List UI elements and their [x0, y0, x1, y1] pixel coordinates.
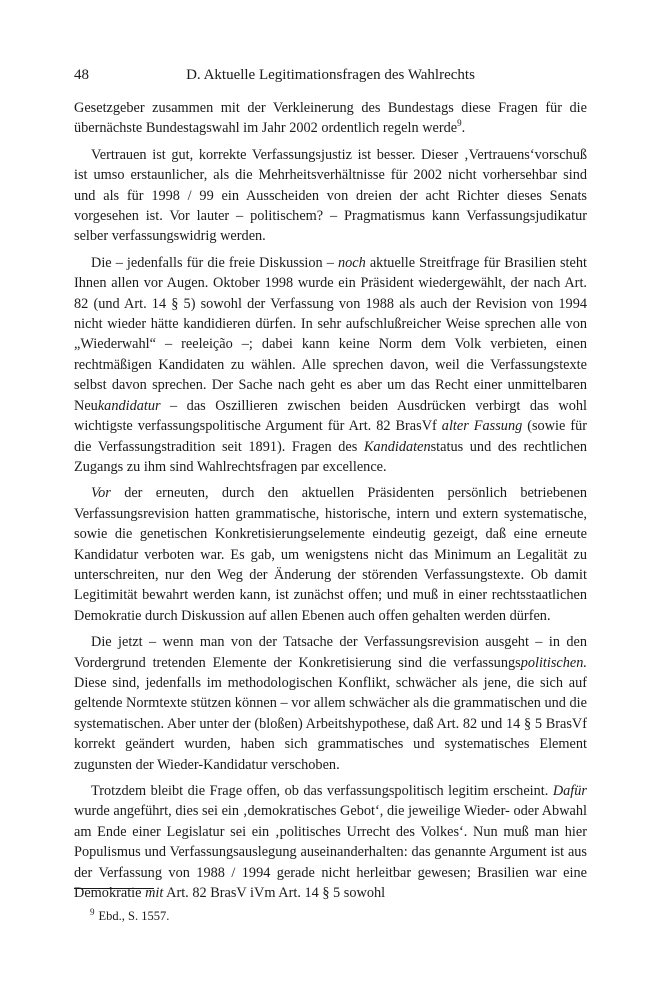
- text-run: Die jetzt – wenn man von der Tatsache der Verfassungsrevision ausgeht – in den Vordergrund tretenden Elemente der Konkretisierung sind die verfassungs: [74, 634, 587, 671]
- text-run: Trotzdem bleibt die Frage offen, ob das verfassungspolitisch legitim erscheint.: [91, 783, 553, 799]
- paragraph: [74, 781, 587, 903]
- footnote-number: 9: [90, 907, 95, 917]
- paragraph: [74, 253, 587, 477]
- italic-text: mit: [145, 885, 164, 902]
- text-run: Die – jedenfalls für die freie Diskussion –: [91, 254, 338, 271]
- paragraph: [74, 632, 587, 775]
- text-run: status und des rechtlichen Zugangs zu ihm sind Wahlrechtsfragen par excellence.: [74, 438, 587, 475]
- footnote-reference: 9: [457, 118, 462, 129]
- italic-text: kandidatur: [97, 397, 161, 414]
- italic-text: politischen.: [520, 654, 587, 671]
- footnote: [90, 903, 169, 925]
- italic-text: noch: [337, 254, 366, 271]
- italic-text: Dafür: [552, 783, 587, 799]
- italic-text: Vor: [91, 485, 111, 502]
- text-run: Art. 82 BrasV iVm Art. 14 § 5 sowohl: [163, 885, 386, 902]
- text-run: aktuelle Streitfrage für Brasilien steht Ihnen allen vor Augen. Oktober 1998 wurde ein Präsident wiedergewählt, der nach Art. 82 (und Art. 14 § 5) sowohl der Verfassung von 1988 als auch der Revision von 1994 nicht wieder hätte kandidieren dürfen. In sehr aufschlußreicher Weise sprechen alle von „Wiederwahl“ – reeleição –; dabei kann keine Norm dem Volk verbieten, einen rechtmäßigen Kandidaten zu wählen. Alle sprechen davon, weil die Verfassungstexte selbst davon sprechen. Der Sache nach geht es aber um das Recht einer unmittelbaren Neu: [74, 254, 588, 414]
- text-run: Gesetzgeber zusammen mit der Verkleinerung des Bundestags diese Fragen für die übernächste Bundestagswahl im Jahr 2002 ordentlich regeln werde: [74, 100, 587, 137]
- paragraph: [74, 98, 587, 139]
- paragraph: [74, 483, 587, 626]
- page-header: [74, 64, 587, 86]
- italic-text: alter Fassung: [441, 418, 523, 435]
- paragraph: [74, 145, 587, 247]
- text-run: der erneuten, durch den aktuellen Präsidenten persönlich betriebenen Verfassungsrevision hatten grammatische, historische, intern und extern systematische, sowie die genetischen Konkretisierungselemente eindeutig gezeigt, daß eine erneute Kandidatur verboten war. Es gab, um wenigstens nicht das Minimum an Legalität zu unterschreiten, nur den Weg der Änderung der störenden Verfassungstexte. Ob damit Legitimität bewahrt werden kann, ist zunächst offen; und muß in einer rechtsstaatlichen Demokratie durch Diskussion auf allen Ebenen auch offen gehalten werden dürfen.: [74, 485, 587, 624]
- text-run: Diese sind, jedenfalls im methodologischen Konflikt, schwächer als jene, die sich auf geltende Normtexte stützen können – vor allem schwächer als die grammatischen und die systematischen. Aber unter der (bloßen) Arbeitshypothese, daß Art. 82 und 14 § 5 BrasVf korrekt geändert wurden, haben sich grammatisches und systematisches Element zugunsten der Wieder-Kandidatur verschoben.: [74, 674, 587, 773]
- running-head: D. Aktuelle Legitimationsfragen des Wahlrechts: [186, 67, 475, 83]
- text-run: wurde angeführt, dies sei ein ‚demokratisches Gebot‘, die jeweilige Wieder- oder Abwahl am Ende einer Legislatur sei ein ‚politisches Urrecht des Volkes‘. Nun muß man hier Populismus und Verfassungsauslegung auseinanderhalten: das genannte Argument ist aus der Verfassung von 1988 / 1994 gerade nicht herleitbar gewesen; Brasilien war eine Demokratie: [74, 803, 587, 902]
- footnote-rule: [74, 888, 154, 889]
- footnote-text: Ebd., S. 1557.: [98, 909, 170, 924]
- italic-text: Kandidaten: [363, 438, 431, 455]
- body-text: [74, 98, 587, 909]
- text-run: .: [461, 120, 466, 137]
- text-run: (sowie für die Verfassungstradition seit 1891). Fragen des: [74, 418, 588, 455]
- text-run: – das Oszillieren zwischen beiden Ausdrücken verbirgt das wohl wichtigste verfassungspolitische Argument für Art. 82 BrasVf: [74, 397, 587, 435]
- page-number: 48: [74, 67, 89, 83]
- text-run: Vertrauen ist gut, korrekte Verfassungsjustiz ist besser. Dieser ‚Vertrauens‘vorschuß ist umso erstaunlicher, als die Mehrheitsverhältnisse für 2002 nicht vorhersehbar sind und als für 1998 / 99 ein Ausscheiden von dreien der acht Richter dieses Senats vorgesehen ist. Vor lauter – politischem? – Pragmatismus kann Verfassungsjudikatur selber verfassungswidrig werden.: [74, 146, 587, 245]
